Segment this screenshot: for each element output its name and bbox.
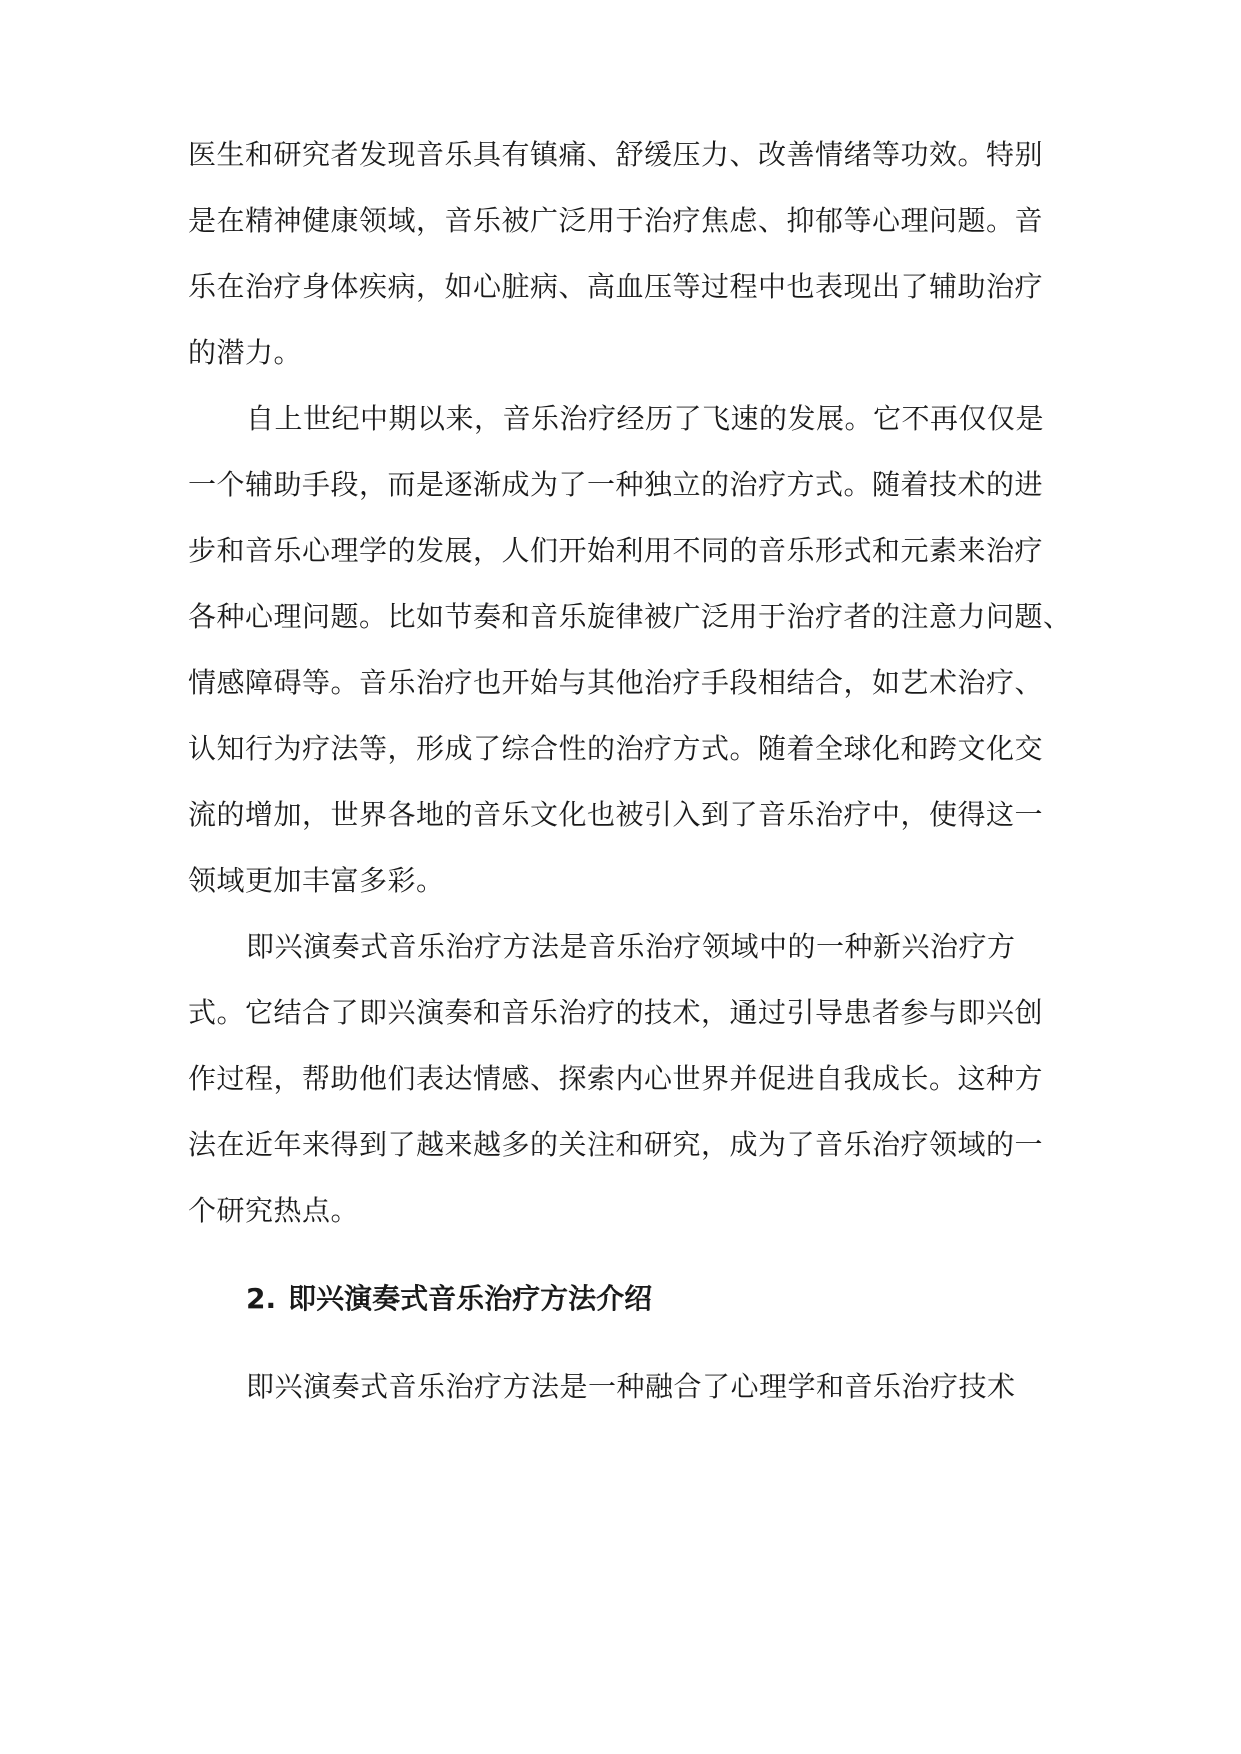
section-heading (246, 1279, 1066, 1319)
paragraph-3-line-3: 作过程，帮助他们表达情感、探索内心世界并促进自我成长。这种方 (188, 1062, 1044, 1095)
paragraph-2-line-7: 流的增加，世界各地的音乐文化也被引入到了音乐治疗中，使得这一 (188, 798, 1044, 831)
paragraph-4-line-1: 即兴演奏式音乐治疗方法是一种融合了心理学和音乐治疗技术 (246, 1370, 1016, 1403)
paragraph-2-line-4: 各种心理问题。比如节奏和音乐旋律被广泛用于治疗者的注意力问题、 (188, 600, 1072, 633)
paragraph-2-line-5: 情感障碍等。音乐治疗也开始与其他治疗手段相结合，如艺术治疗、 (188, 666, 1044, 699)
paragraph-1-line-2: 是在精神健康领域，音乐被广泛用于治疗焦虑、抑郁等心理问题。音 (188, 204, 1044, 237)
paragraph-2-line-1: 自上世纪中期以来，音乐治疗经历了飞速的发展。它不再仅仅是 (246, 402, 1045, 435)
section-title: 即兴演奏式音乐治疗方法介绍 (288, 1282, 653, 1315)
paragraph-3-line-1: 即兴演奏式音乐治疗方法是音乐治疗领域中的一种新兴治疗方 (246, 930, 1016, 963)
paragraph-1-line-3: 乐在治疗身体疾病，如心脏病、高血压等过程中也表现出了辅助治疗 (188, 270, 1044, 303)
paragraph-2-line-6: 认知行为疗法等，形成了综合性的治疗方式。随着全球化和跨文化交 (188, 732, 1044, 765)
paragraph-2-line-8: 领域更加丰富多彩。 (188, 864, 445, 897)
paragraph-1-line-4: 的潜力。 (188, 336, 303, 369)
paragraph-1-line-1: 医生和研究者发现音乐具有镇痛、舒缓压力、改善情绪等功效。特别 (188, 138, 1044, 171)
paragraph-3-line-2: 式。它结合了即兴演奏和音乐治疗的技术，通过引导患者参与即兴创 (188, 996, 1044, 1029)
paragraph-3-line-5: 个研究热点。 (188, 1194, 360, 1227)
section-number: 2. (246, 1282, 277, 1315)
paragraph-3-line-4: 法在近年来得到了越来越多的关注和研究，成为了音乐治疗领域的一 (188, 1128, 1044, 1161)
paragraph-2-line-2: 一个辅助手段，而是逐渐成为了一种独立的治疗方式。随着技术的进 (188, 468, 1044, 501)
paragraph-2-line-3: 步和音乐心理学的发展，人们开始利用不同的音乐形式和元素来治疗 (188, 534, 1044, 567)
